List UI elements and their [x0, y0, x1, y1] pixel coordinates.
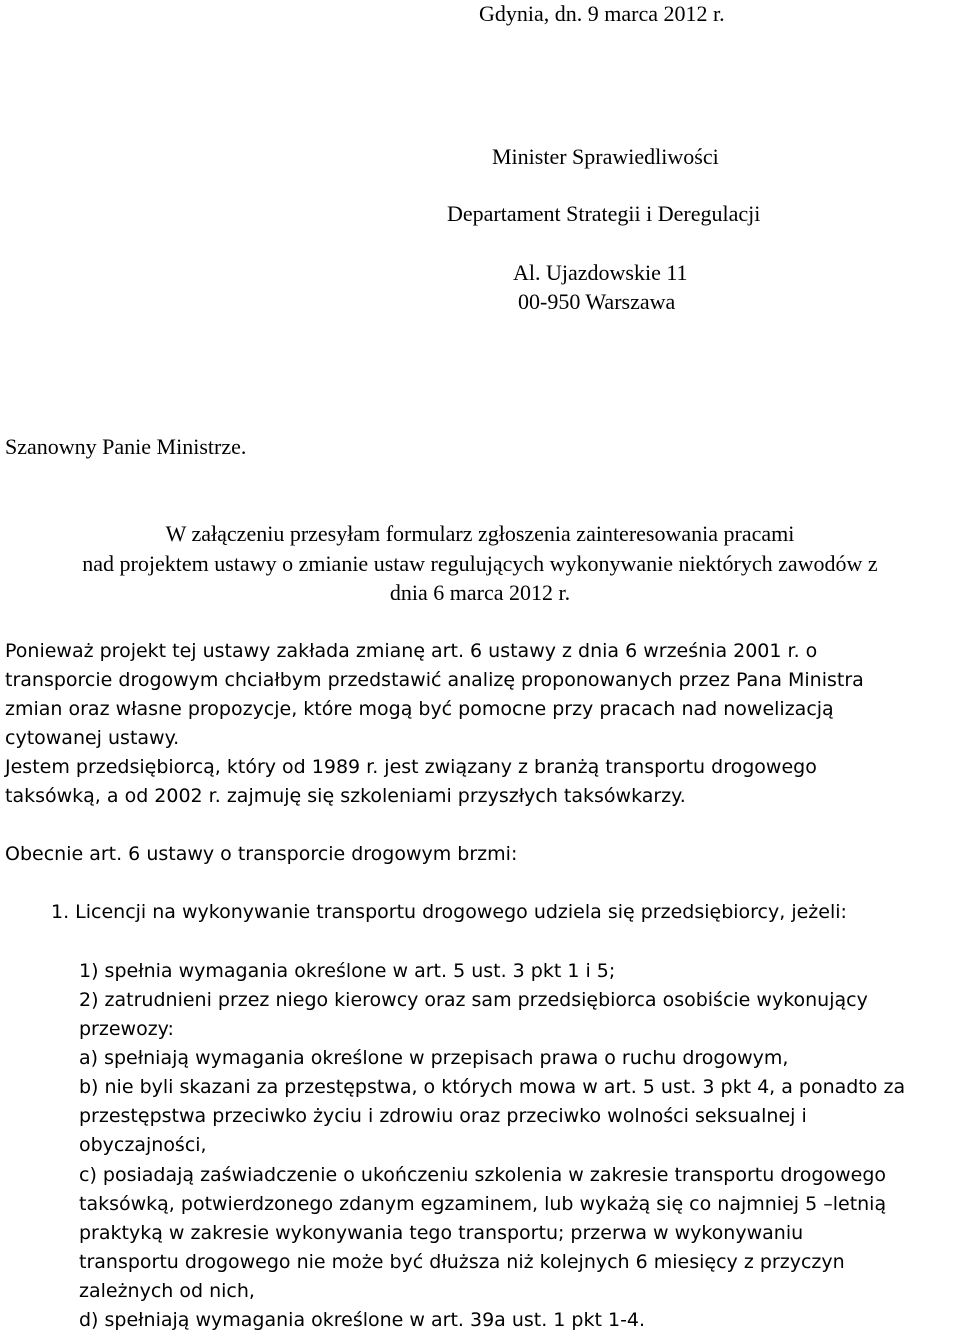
law-sub-b-line-1: b) nie byli skazani za przestępstwa, o których mowa w art. 5 ust. 3 pkt 4, a ponadto za: [79, 1076, 906, 1098]
intro-line-1: W załączeniu przesyłam formularz zgłoszenia zainteresowania pracami: [165, 521, 795, 546]
law-sub-b-line-3: obyczajności,: [79, 1134, 207, 1156]
law-point-1: 1. Licencji na wykonywanie transportu drogowego udziela się przedsiębiorcy, jeżeli:: [51, 901, 847, 923]
body-p1-line-1: Ponieważ projekt tej ustawy zakłada zmianę art. 6 ustawy z dnia 6 września 2001 r. o: [5, 640, 818, 662]
place-date: Gdynia, dn. 9 marca 2012 r.: [479, 1, 725, 26]
body-p1-line-2: transporcie drogowym chciałbym przedstawić analizę proponowanych przez Pana Ministra: [5, 669, 864, 691]
recipient-line-2: Departament Strategii i Deregulacji: [447, 201, 761, 226]
law-intro: Obecnie art. 6 ustawy o transporcie drogowym brzmi:: [5, 843, 518, 865]
law-sub-b-line-2: przestępstwa przeciwko życiu i zdrowiu oraz przeciwko wolności seksualnej i: [79, 1105, 807, 1127]
law-sub-c-line-2: taksówką, potwierdzonego zdanym egzaminem, lub wykażą się co najmniej 5 –letnią: [79, 1193, 887, 1215]
recipient-line-4: 00-950 Warszawa: [518, 289, 676, 314]
body-p2-line-1: Jestem przedsiębiorcą, który od 1989 r. jest związany z branżą transportu drogowego: [5, 756, 817, 778]
law-sub-c-line-5: zależnych od nich,: [79, 1280, 255, 1302]
intro-line-3: dnia 6 marca 2012 r.: [389, 580, 571, 605]
law-sub-c-line-4: transportu drogowego nie może być dłuższa niż kolejnych 6 miesięcy z przyczyn: [79, 1251, 845, 1273]
salutation: Szanowny Panie Ministrze.: [5, 434, 247, 459]
law-sub-1: 1) spełnia wymagania określone w art. 5 ust. 3 pkt 1 i 5;: [79, 960, 616, 982]
recipient-line-3: Al. Ujazdowskie 11: [513, 260, 688, 285]
law-sub-d: d) spełniają wymagania określone w art. 39a ust. 1 pkt 1-4.: [79, 1309, 646, 1331]
law-sub-2-line-2: przewozy:: [79, 1018, 174, 1040]
law-sub-a: a) spełniają wymagania określone w przepisach prawa o ruchu drogowym,: [79, 1047, 789, 1069]
law-sub-2-line-1: 2) zatrudnieni przez niego kierowcy oraz sam przedsiębiorca osobiście wykonujący: [79, 989, 868, 1011]
intro-line-2: nad projektem ustawy o zmianie ustaw regulujących wykonywanie niektórych zawodów z: [82, 551, 878, 576]
body-p1-line-3: zmian oraz własne propozycje, które mogą być pomocne przy pracach nad nowelizacją: [5, 698, 834, 720]
recipient-line-1: Minister Sprawiedliwości: [492, 144, 719, 169]
law-sub-c-line-3: praktyką w zakresie wykonywania tego transportu; przerwa w wykonywaniu: [79, 1222, 804, 1244]
body-p1-line-4: cytowanej ustawy.: [5, 727, 180, 749]
body-p2-line-2: taksówką, a od 2002 r. zajmuję się szkoleniami przyszłych taksówkarzy.: [5, 785, 686, 807]
law-sub-c-line-1: c) posiadają zaświadczenie o ukończeniu szkolenia w zakresie transportu drogowego: [79, 1164, 887, 1186]
